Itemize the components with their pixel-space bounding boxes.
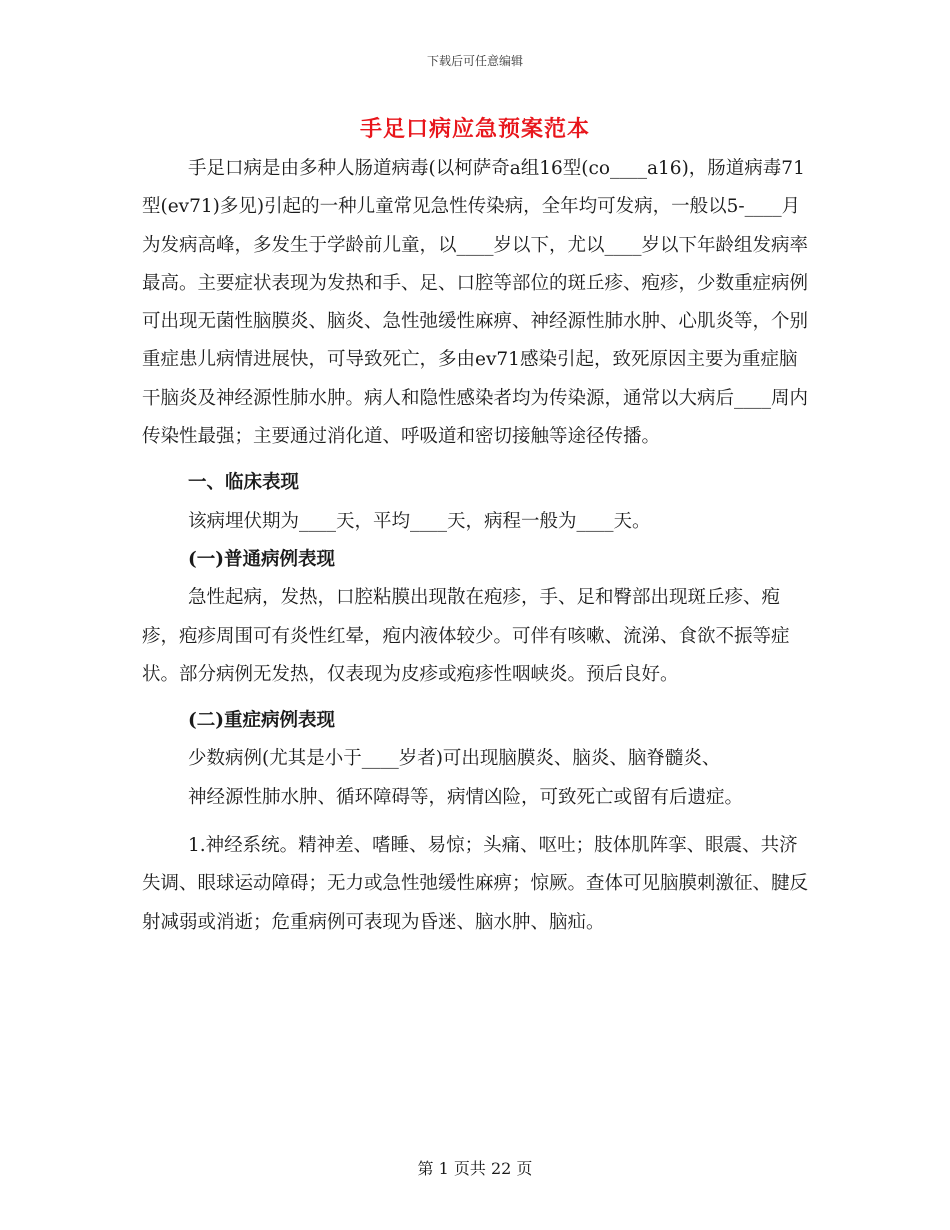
severe-cases-line-1: 少数病例(尤其是小于____岁者)可出现脑膜炎、脑炎、脑脊髓炎、	[188, 748, 721, 770]
nervous-system-paragraph: 1.神经系统。精神差、嗜睡、易惊；头痛、呕吐；肢体肌阵挛、眼震、共济失调、眼球运动障碍；无力或急性弛缓性麻痹；惊厥。查体可见脑膜刺激征、腱反射减弱或消逝；危重病例可表现为昏迷、脑水肿、脑疝。	[142, 835, 809, 933]
section-heading-clinical: 一、临床表现	[188, 472, 300, 494]
subsection-heading-severe: (二)重症病例表现	[188, 710, 336, 732]
common-cases-paragraph: 急性起病，发热，口腔粘膜出现散在疱疹，手、足和臀部出现斑丘疹、疱疹，疱疹周围可有炎性红晕，疱内液体较少。可伴有咳嗽、流涕、食欲不振等症状。部分病例无发热，仅表现为皮疹或疱疹性咽峡炎。预后良好。	[142, 587, 790, 685]
page-footer: 第 1 页共 22 页	[417, 1159, 533, 1178]
incubation-paragraph: 该病埋伏期为____天，平均____天，病程一般为____天。	[188, 510, 651, 532]
severe-cases-line-2: 神经源性肺水肿、循环障碍等，病情凶险，可致死亡或留有后遗症。	[188, 786, 744, 808]
subsection-heading-common: (一)普通病例表现	[188, 548, 336, 570]
document-body	[142, 150, 812, 942]
intro-paragraph: 手足口病是由多种人肠道病毒(以柯萨奇a组16型(co____a16)，肠道病毒71型(ev71)多见)引起的一种儿童常见急性传染病，全年均可发病，一般以5-____月为发病高峰，多发生于学龄前儿童，以____岁以下，尤以____岁以下年龄组发病率最高。主要症状表现为发热和手、足、口腔等部位的斑丘疹、疱疹，少数重症病例可出现无菌性脑膜炎、脑炎、急性弛缓性麻痹、神经源性肺水肿、心肌炎等，个别重症患儿病情进展快，可导致死亡，多由ev71感染引起，致死原因主要为重症脑干脑炎及神经源性肺水肿。病人和隐性感染者均为传染源，通常以大病后____周内传染性最强；主要通过消化道、呼吸道和密切接触等途径传播。	[142, 158, 809, 448]
document-title: 手足口病应急预案范本	[359, 116, 590, 142]
page-header: 下载后可任意编辑	[426, 54, 523, 68]
